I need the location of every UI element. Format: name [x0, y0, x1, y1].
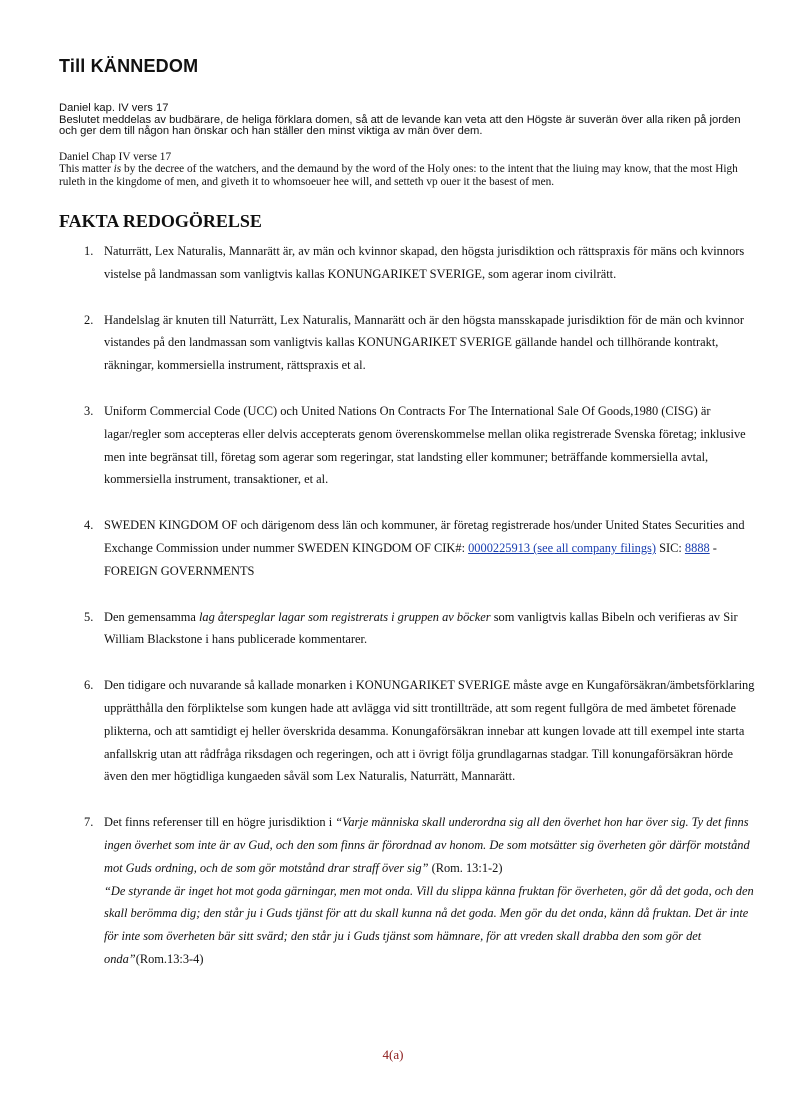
- list-item-number: 7.: [84, 815, 94, 830]
- list-spacer: [84, 788, 756, 811]
- daniel-swedish-block: [59, 103, 759, 138]
- list-item-text-b: som vanligtvis kallas Bibeln och verifieras av Sir William Blackstone i hans publicerade kommentarer.: [104, 609, 738, 647]
- list-item: [84, 606, 756, 652]
- daniel-english-block: [59, 151, 759, 188]
- sic-code-link[interactable]: 8888: [684, 540, 710, 555]
- list-item: [84, 400, 756, 491]
- list-item: [84, 309, 756, 377]
- list-item-text-c: - FOREIGN GOVERNMENTS: [104, 540, 717, 578]
- list-item-text-a: Det finns referenser till en högre jurisdiktion i: [104, 815, 336, 830]
- list-item-number: 5.: [84, 609, 94, 624]
- sec-filings-link[interactable]: 0000225913 (see all company filings): [468, 540, 656, 555]
- list-item-number: 6.: [84, 678, 94, 693]
- daniel-text-en-b: by the decree of the watchers, and the demaund by the word of the Holy ones: to the intent that the liuing may know, that the most High ruleth in the kingdome of men, and giveth it to whomsoeuer hee will, and setteth vp ouer it the basest of men.: [59, 163, 738, 188]
- list-spacer: [84, 286, 756, 309]
- daniel-text-sv: Beslutet meddelas av budbärare, de heliga förklara domen, så att de levande kan veta att den Högste är suverän över alla riken på jorden och ger dem till någon han önskar och han ställer den minst viktiga av män över dem.: [59, 113, 741, 138]
- page-number: 4(a): [382, 1047, 404, 1062]
- list-item-number: 1.: [84, 244, 94, 258]
- daniel-reference-sv: Daniel kap. IV vers 17: [59, 102, 169, 114]
- list-item-number: 3.: [84, 403, 94, 418]
- facts-list: [84, 240, 756, 971]
- list-item-text: Naturrätt, Lex Naturalis, Mannarätt är, av män och kvinnor skapad, den högsta jurisdiktion och rättspraxis för mäns och kvinnors vistelse på landmassan som vanligtvis kallas KONUNGARIKET SVERIGE, som agerar inom civilrätt.: [104, 244, 745, 281]
- list-item-number: 2.: [84, 312, 94, 327]
- list-item-text-a: SWEDEN KINGDOM OF och därigenom dess län och kommuner, är företag registrerade hos/under United States Securities and Exchange Commission under nummer SWEDEN KINGDOM OF CIK#:: [104, 518, 745, 555]
- list-spacer: [84, 583, 756, 606]
- bible-quote-2: “De styrande är inget hot mot goda gärningar, men mot onda. Vill du slippa känna fruktan för överheten, gör då det goda, och den skall berömma dig; den står ju i Guds tjänst för att du skall kunna nå det goda. Men gör du det onda, känn då fruktan. Det är inte för inte som överheten bär sitt svärd; den står ju i Guds tjänst som hämnare, för att vreden skall drabba den som gör det onda”: [104, 883, 754, 966]
- document-title: Till KÄNNEDOM: [59, 56, 199, 76]
- list-spacer: [84, 491, 756, 514]
- list-item: [84, 674, 756, 788]
- daniel-reference-en: Daniel Chap IV verse 17: [59, 151, 172, 163]
- section-heading: FAKTA REDOGÖRELSE: [59, 211, 262, 231]
- list-item-text-italic: lag återspeglar lagar som registrerats i gruppen av böcker: [198, 609, 491, 624]
- list-spacer: [84, 651, 756, 674]
- list-item: [84, 514, 756, 582]
- bible-reference-1: (Rom. 13:1-2): [428, 860, 503, 875]
- list-spacer: [84, 377, 756, 400]
- list-item-text: Den tidigare och nuvarande så kallade monarken i KONUNGARIKET SVERIGE måste avge en Kungaförsäkran/ämbetsförklaring upprätthålla den förpliktelse som kungen hade att avlägga vid sitt trontillträde, att som regent fullgöra de med ämbetet förenade plikterna, och att samtidigt ej heller överskrida desamma. Konungaförsäkran innebar att kungen lovade att till exempel inte starta anfallskrig utan att rådfråga riksdagen och regeringen, och att i övrigt följa grundlagarnas stadgar. Till konungaförsäkran hörde även den mer högtidliga kungaeden såväl som Lex Naturalis, Naturrätt, Mannarätt.: [104, 678, 755, 784]
- daniel-text-en-is: is: [113, 163, 122, 176]
- daniel-text-en: [59, 163, 759, 188]
- sic-label: SIC:: [656, 540, 685, 555]
- daniel-text-en-a: This matter: [59, 163, 114, 176]
- list-item-text-a: Den gemensamma: [104, 609, 199, 624]
- list-item-number: 4.: [84, 518, 94, 533]
- list-item-text: Handelslag är knuten till Naturrätt, Lex Naturalis, Mannarätt och är den högsta mansskapade jurisdiktion för de män och kvinnor vistandes på den landmassan som vanligtvis kallas KONUNGARIKET SVERIGE gällande handel och tillhörande kontrakt, räkningar, kommersiella instrument, rättspraxis et al.: [104, 312, 744, 373]
- list-item: [84, 240, 756, 286]
- list-item: [84, 811, 756, 971]
- bible-quote-1: “Varje människa skall underordna sig all den överhet hon har över sig. Ty det finns ingen överhet som inte är av Gud, och den som finns är förordnad av honom. De som motsätter sig överheten gör därför motstånd mot Guds ordning, och de som gör motstånd drar straff över sig”: [104, 815, 750, 875]
- bible-reference-2: (Rom.13:3-4): [135, 951, 204, 966]
- list-item-text: Uniform Commercial Code (UCC) och United Nations On Contracts For The International Sale Of Goods,1980 (CISG) är lagar/regler som accepteras eller delvis accepterats genom överenskommelse mellan olika registrerade Svenska företag; inklusive men inte begränsat till, företag som agerar som regeringar, stat landsting eller kommuner; beträffande kommersiella avtal, kommersiella instrument, transaktioner, et al.: [104, 403, 746, 487]
